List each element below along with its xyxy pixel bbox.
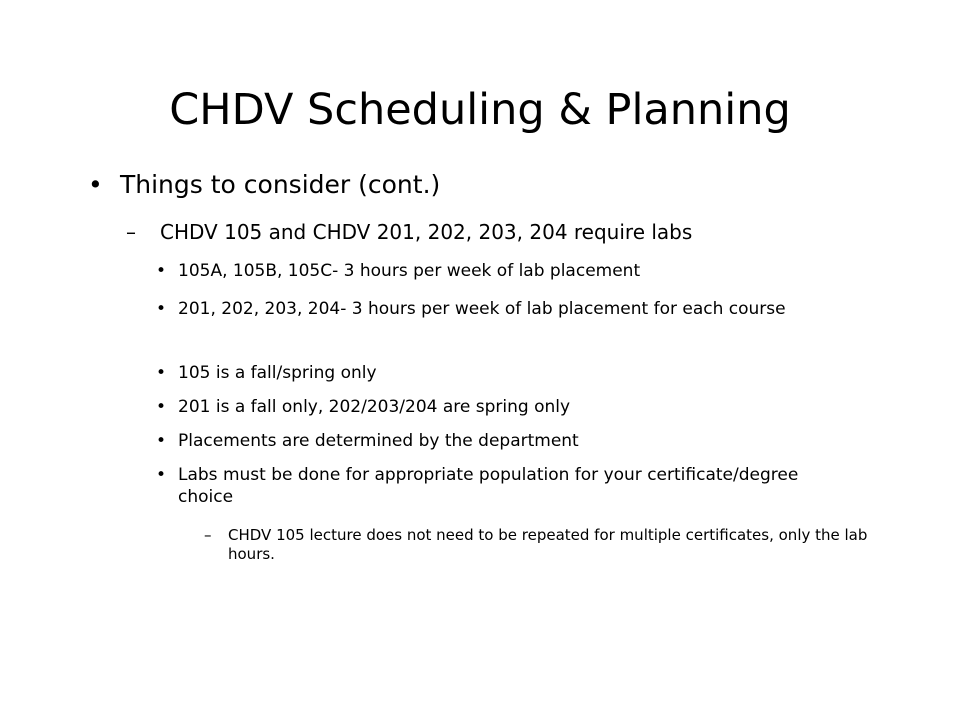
bullet-text: Things to consider (cont.) [120,170,441,199]
detail-bullet-text: Labs must be done for appropriate population for your certificate/degree choice [178,465,799,507]
sub-detail-text: CHDV 105 lecture does not need to be repeated for multiple certificates, only the lab hours. [228,526,868,563]
dash-marker: – [204,526,212,544]
bullet-marker: • [156,261,167,281]
slide-title: CHDV Scheduling & Planning [169,85,791,135]
sub-bullet-text: CHDV 105 and CHDV 201, 202, 203, 204 require labs [160,220,693,244]
bullet-marker: • [156,397,167,417]
detail-bullet-text: 105 is a fall/spring only [178,363,377,383]
detail-bullet-text: 105A, 105B, 105C- 3 hours per week of lab placement [178,261,641,281]
bullet-marker: • [156,465,167,485]
detail-bullet-text: 201 is a fall only, 202/203/204 are spring only [178,397,571,417]
dash-marker: – [126,220,136,244]
bullet-marker: • [156,299,167,319]
detail-bullet-text: 201, 202, 203, 204- 3 hours per week of lab placement for each course [178,299,786,319]
bullet-marker: • [156,431,167,451]
detail-bullet-text: Placements are determined by the department [178,431,579,451]
bullet-marker: • [88,170,103,199]
bullet-marker: • [156,363,167,383]
